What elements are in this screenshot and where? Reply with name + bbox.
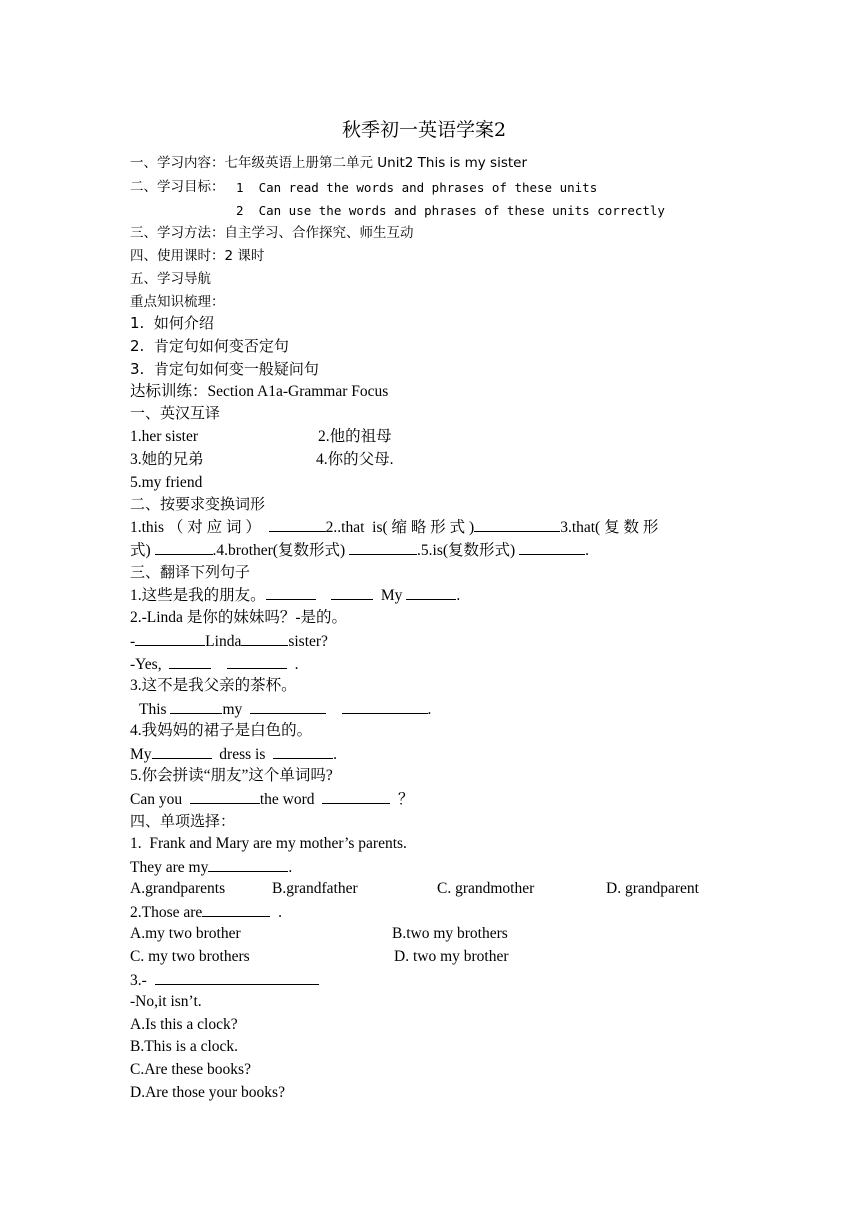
part2-line2 bbox=[130, 540, 589, 561]
part4-q3-opt-c: C.Are these books? bbox=[130, 1061, 251, 1078]
blank[interactable] bbox=[169, 654, 211, 669]
blank[interactable] bbox=[170, 699, 222, 714]
blank[interactable] bbox=[190, 789, 260, 804]
blank[interactable] bbox=[250, 699, 326, 714]
part2-end: . bbox=[585, 542, 589, 559]
word: 3.- bbox=[130, 972, 147, 989]
part4-q3-opt-d: D.Are those your books? bbox=[130, 1084, 285, 1101]
part4-q1-line2 bbox=[130, 857, 292, 878]
part1-q4: 4.你的父母. bbox=[316, 451, 394, 468]
content-text: 一、学习内容：七年级英语上册第二单元 Unit2 This is my sister bbox=[130, 155, 528, 171]
part3-heading: 三、翻译下列句子 bbox=[130, 563, 251, 581]
part4-q1-opt-d: D. grandparent bbox=[606, 880, 699, 897]
part2-item4: .4.brother(复数形式) bbox=[212, 542, 346, 559]
part4-q2-opt-d: D. two my brother bbox=[394, 948, 509, 965]
word: They are my bbox=[130, 859, 209, 876]
word: Linda bbox=[205, 633, 242, 650]
training-line: 达标训练：Section A1a-Grammar Focus bbox=[130, 383, 389, 400]
blank[interactable] bbox=[273, 744, 333, 759]
part1-heading: 一、英汉互译 bbox=[130, 404, 221, 422]
key-point-1: 1. 如何介绍 bbox=[130, 314, 214, 332]
word: My bbox=[130, 746, 152, 763]
punct: . bbox=[294, 656, 299, 673]
key-point-2: 2. 肯定句如何变否定句 bbox=[130, 337, 289, 355]
key-point-3: 3. 肯定句如何变一般疑问句 bbox=[130, 360, 319, 378]
part4-q2 bbox=[130, 902, 282, 923]
blank[interactable] bbox=[208, 857, 288, 872]
part1-q3: 3.她的兄弟 bbox=[130, 451, 204, 468]
part1-q2: 2.他的祖母 bbox=[318, 428, 392, 445]
part2-item1: 1.this （ 对 应 词 ） bbox=[130, 519, 261, 536]
part3-s4: 4.我妈妈的裙子是白色的。 bbox=[130, 722, 313, 739]
part2-heading: 二、按要求变换词形 bbox=[130, 495, 266, 513]
part4-q1-opt-c: C. grandmother bbox=[437, 880, 535, 897]
blank[interactable] bbox=[227, 654, 287, 669]
guide-line: 五、学习导航 bbox=[130, 271, 211, 287]
part3-s1 bbox=[130, 585, 460, 606]
punct: . bbox=[456, 587, 461, 604]
goal-2: 2 Can use the words and phrases of these units correctly bbox=[236, 203, 665, 218]
punct: . bbox=[333, 746, 337, 763]
blank[interactable] bbox=[241, 631, 288, 646]
blank[interactable] bbox=[474, 517, 560, 532]
blank[interactable] bbox=[202, 902, 270, 917]
part1-q5: 5.my friend bbox=[130, 474, 203, 491]
part2-item5: .5.is(复数形式) bbox=[417, 542, 516, 559]
punct: . bbox=[288, 859, 293, 876]
word: dress is bbox=[219, 746, 266, 763]
part2-item2: 2..that is( 缩 略 形 式 ) bbox=[325, 519, 475, 536]
part4-q2-opt-a: A.my two brother bbox=[130, 925, 241, 942]
blank[interactable] bbox=[331, 585, 373, 600]
part3-s4-answer bbox=[130, 744, 337, 765]
blank[interactable] bbox=[135, 631, 205, 646]
word: This bbox=[139, 701, 167, 718]
part3-s5: 5.你会拼读“朋友”这个单词吗? bbox=[130, 767, 333, 784]
part4-q1-opt-a: A.grandparents bbox=[130, 880, 226, 897]
part4-q2-opt-c: C. my two brothers bbox=[130, 948, 250, 965]
blank[interactable] bbox=[322, 789, 390, 804]
part2-item3: 3.that( 复 数 形 bbox=[560, 519, 659, 536]
word: Can you bbox=[130, 791, 183, 808]
word: sister? bbox=[288, 633, 328, 650]
part3-s5-answer bbox=[130, 789, 414, 810]
word: My bbox=[380, 587, 403, 604]
part4-q3-answer: -No,it isn’t. bbox=[130, 993, 202, 1010]
part4-q3-opt-a: A.Is this a clock? bbox=[130, 1016, 238, 1033]
part4-heading: 四、单项选择： bbox=[130, 812, 236, 830]
word: my bbox=[222, 701, 243, 718]
word: 2.Those are bbox=[130, 904, 203, 921]
part4-q2-opt-b: B.two my brothers bbox=[392, 925, 508, 942]
blank[interactable] bbox=[269, 517, 326, 532]
part4-q3-opt-b: B.This is a clock. bbox=[130, 1038, 239, 1055]
content-line bbox=[130, 153, 527, 173]
blank[interactable] bbox=[155, 970, 319, 985]
punct: ？ bbox=[398, 791, 414, 808]
part1-q1: 1.her sister bbox=[130, 428, 199, 445]
blank[interactable] bbox=[155, 540, 213, 555]
blank[interactable] bbox=[342, 699, 428, 714]
method-line: 三、学习方法：自主学习、合作探究、师生互动 bbox=[130, 225, 414, 241]
part3-s2-reply bbox=[130, 654, 298, 675]
blank[interactable] bbox=[266, 585, 316, 600]
part3-s2-answer bbox=[130, 631, 328, 652]
part2-line1 bbox=[130, 517, 658, 538]
goal-1: 1 Can read the words and phrases of these units bbox=[236, 180, 598, 195]
part2-item3-cont: 式) bbox=[130, 542, 151, 559]
sentence-cn: 1.这些是我的朋友。 bbox=[130, 587, 266, 604]
part4-q1-opt-b: B.grandfather bbox=[272, 880, 358, 897]
part3-s2: 2.-Linda 是你的妹妹吗？-是的。 bbox=[130, 609, 347, 626]
blank[interactable] bbox=[152, 744, 212, 759]
word: -Yes, bbox=[130, 656, 162, 673]
blank[interactable] bbox=[519, 540, 585, 555]
part3-s3-answer bbox=[139, 699, 431, 720]
document-title: 秋季初一英语学案2 bbox=[342, 119, 507, 141]
part4-q3 bbox=[130, 970, 319, 991]
part3-s3: 3.这不是我父亲的茶杯。 bbox=[130, 677, 297, 694]
key-points-heading: 重点知识梳理： bbox=[130, 294, 225, 310]
word: the word bbox=[259, 791, 315, 808]
punct: . bbox=[278, 904, 282, 921]
punct: . bbox=[427, 701, 432, 718]
punct: - bbox=[130, 633, 136, 650]
part4-q1: 1. Frank and Mary are my mother’s parents. bbox=[130, 835, 407, 852]
hours-line: 四、使用课时：2 课时 bbox=[130, 248, 265, 264]
blank[interactable] bbox=[406, 585, 456, 600]
goal-label: 二、学习目标： bbox=[130, 179, 225, 195]
blank[interactable] bbox=[349, 540, 417, 555]
